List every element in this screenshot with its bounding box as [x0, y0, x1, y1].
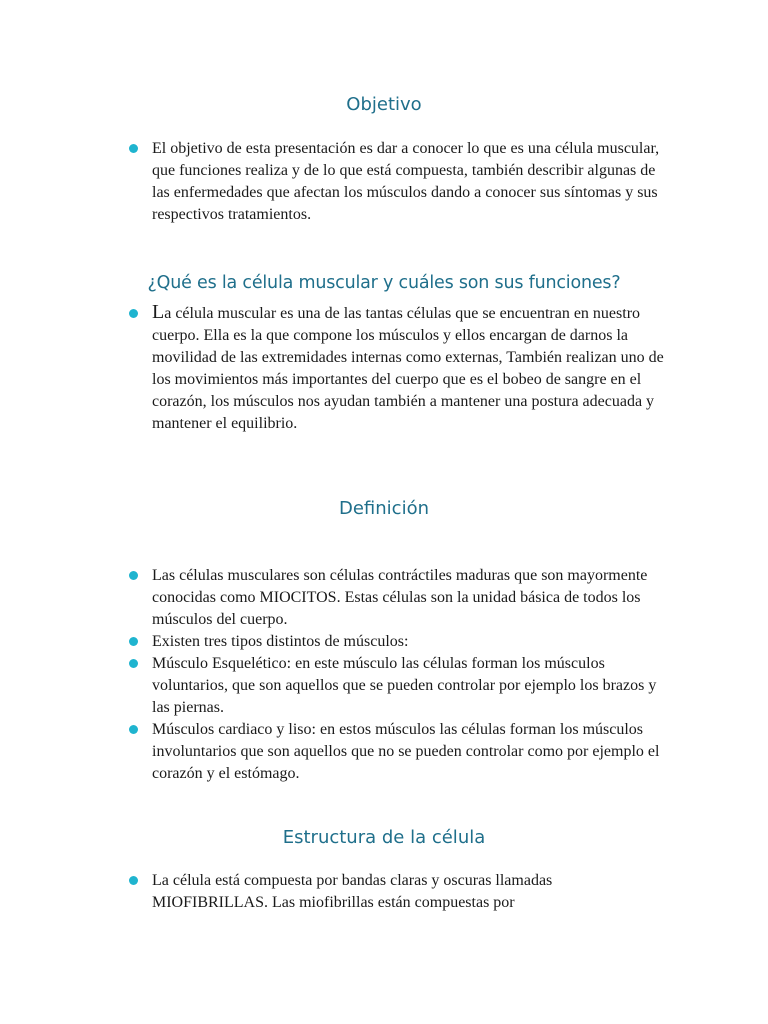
objetivo-list: [128, 138, 668, 226]
estructura-list: [128, 870, 668, 914]
objetivo-text: El objetivo de esta presentación es dar a conocer lo que es una célula muscular, que funciones realiza y de lo que está compuesta, también describir algunas de las enfermedades que afectan los músculos dando a conocer sus síntomas y sus respectivos tratamientos.: [152, 140, 660, 223]
list-item: [128, 631, 668, 653]
list-item: [128, 653, 668, 719]
list-item: [128, 719, 668, 785]
definicion-text-2: Existen tres tipos distintos de músculos:: [152, 633, 409, 650]
que-es-text: a célula muscular es una de las tantas células que se encuentran en nuestro cuerpo. Ella es la que compone los músculos y ellos encargan de darnos la movilidad de las extremidades internas como externas, También realizan uno de los movimientos más importantes del cuerpo que es el bobeo de sangre en el corazón, los músculos nos ayudan también a mantener una postura adecuada y mantener el equilibrio.: [152, 305, 664, 432]
drop-initial: L: [152, 301, 165, 323]
heading-objetivo: Objetivo: [346, 94, 422, 115]
bullet-icon: [129, 571, 138, 580]
heading-que-es: ¿Qué es la célula muscular y cuáles son sus funciones?: [147, 273, 621, 293]
list-item: [128, 138, 668, 226]
bullet-icon: [129, 876, 138, 885]
definicion-text-3: Músculo Esquelético: en este músculo las células forman los músculos voluntarios, que son aquellos que se pueden controlar por ejemplo los brazos y las piernas.: [152, 655, 657, 716]
bullet-icon: [129, 144, 138, 153]
heading-estructura: Estructura de la célula: [282, 827, 486, 848]
list-item: [128, 301, 668, 435]
bullet-icon: [129, 725, 138, 734]
heading-definicion: Definición: [339, 498, 429, 519]
estructura-text: La célula está compuesta por bandas claras y oscuras llamadas MIOFIBRILLAS. Las miofibrillas están compuestas por: [152, 872, 553, 911]
list-item: [128, 870, 668, 914]
list-item: [128, 565, 668, 631]
definicion-text-4: Músculos cardiaco y liso: en estos músculos las células forman los músculos involuntarios que son aquellos que no se pueden controlar como por ejemplo el corazón y el estómago.: [152, 721, 660, 782]
bullet-icon: [129, 637, 138, 646]
definicion-list: [128, 565, 668, 785]
que-es-list: [128, 301, 668, 435]
bullet-icon: [129, 659, 138, 668]
bullet-icon: [129, 309, 138, 318]
definicion-text-1: Las células musculares son células contráctiles maduras que son mayormente conocidas como MIOCITOS. Estas células son la unidad básica de todos los músculos del cuerpo.: [152, 567, 648, 628]
